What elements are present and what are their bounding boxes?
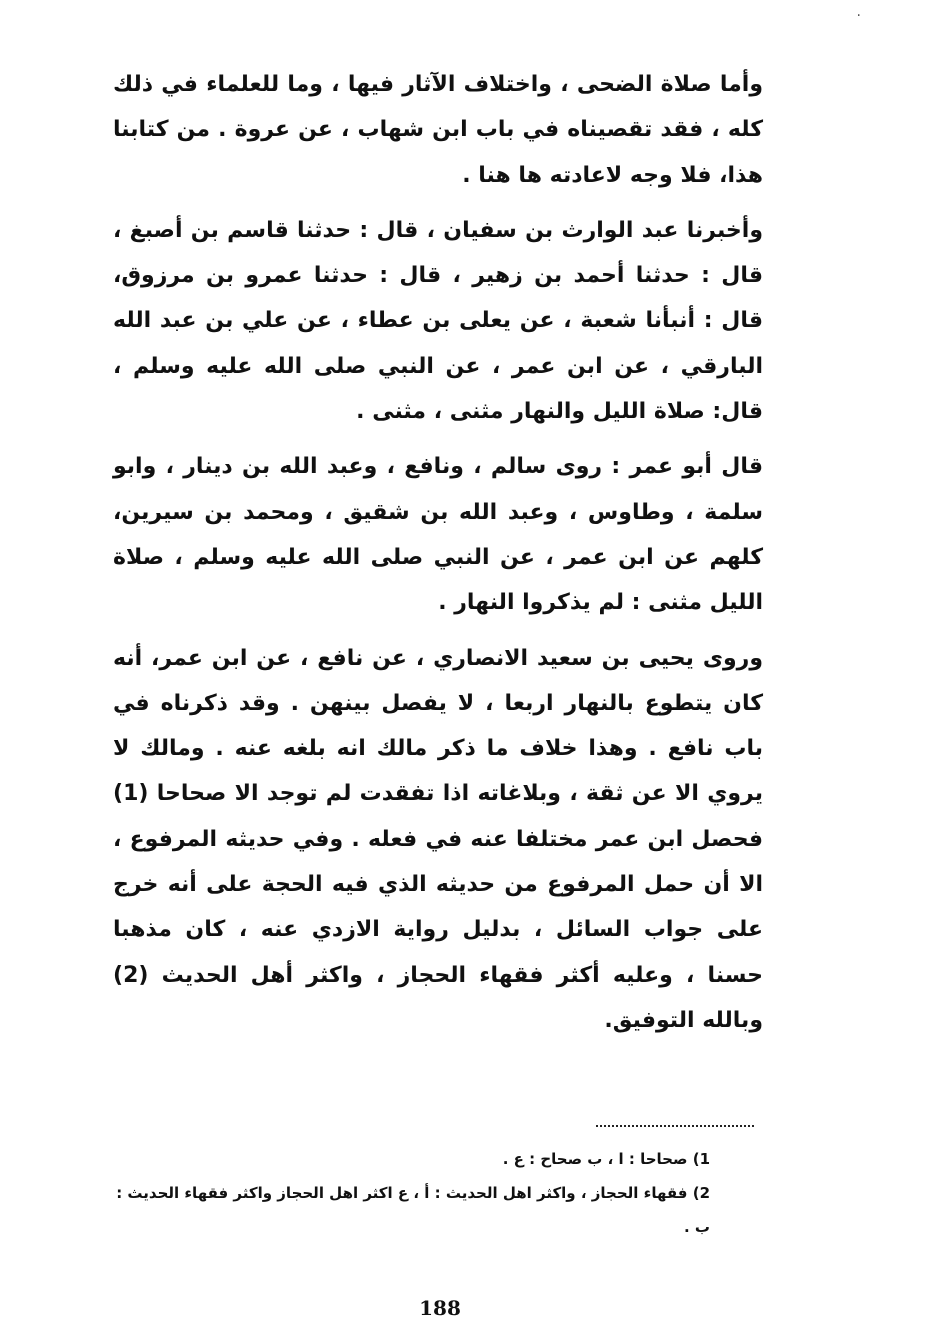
paragraph-2: وأخبرنا عبد الوارث بن سفيان ، قال : حدثنا قاسم بن أصبغ ، قال : حدثنا أحمد بن زهير ، قال : حدثنا عمرو بن مرزوق، قال : أنبأنا شعبة ، عن يعلى بن عطاء ، عن علي بن عبد الله البارقي ، عن ابن عمر ، عن النبي صلى الله عليه وسلم ، قال: صلاة الليل والنهار مثنى ، مثنى .	[113, 217, 763, 425]
paragraph-3: قال أبو عمر : روى سالم ، ونافع ، وعبد الله بن دينار ، وابو سلمة ، وطاوس ، وعبد الله بن شقيق ، ومحمد بن سيرين، كلهم عن ابن عمر ، عن النبي صلى الله عليه وسلم ، صلاة الليل مثنى : لم يذكروا النهار .	[113, 454, 763, 616]
corner-mark: ·	[856, 8, 861, 24]
footnotes	[110, 1142, 710, 1244]
main-text	[113, 62, 763, 1043]
paragraph-4: وروى يحيى بن سعيد الانصاري ، عن نافع ، عن ابن عمر، أنه كان يتطوع بالنهار اربعا ، لا يفصل بينهن . وقد ذكرناه في باب نافع . وهذا خلاف ما ذكر مالك انه بلغه عنه . ومالك لا يروي الا عن ثقة ، وبلاغاته اذا تفقدت لم توجد الا صحاحا (1) فحصل ابن عمر مختلفا عنه في فعله . وفي حديثه المرفوع ، الا أن حمل المرفوع من حديثه الذي فيه الحجة على أنه خرج على جواب السائل ، بدليل رواية الازدي عنه ، كان مذهبا حسنا ، وعليه أكثر فقهاء الحجاز ، واكثر أهل الحديث (2) وبالله التوفيق.	[113, 645, 763, 1033]
footnote-2: 2) فقهاء الحجاز ، واكثر اهل الحديث : أ ، ع اكثر اهل الحجاز واكثر فقهاء الحديث : ب .	[116, 1184, 710, 1236]
paragraph-1: وأما صلاة الضحى ، واختلاف الآثار فيها ، وما للعلماء في ذلك كله ، فقد تقصيناه في باب ابن شهاب ، عن عروة . من كتابنا هذا، فلا وجه لاعادته ها هنا .	[113, 72, 763, 188]
footnote-1: 1) صحاحا : ا ، ب صحاح : ع .	[502, 1150, 710, 1168]
page-number: 188	[419, 1296, 461, 1320]
footnote-divider	[596, 1125, 754, 1127]
